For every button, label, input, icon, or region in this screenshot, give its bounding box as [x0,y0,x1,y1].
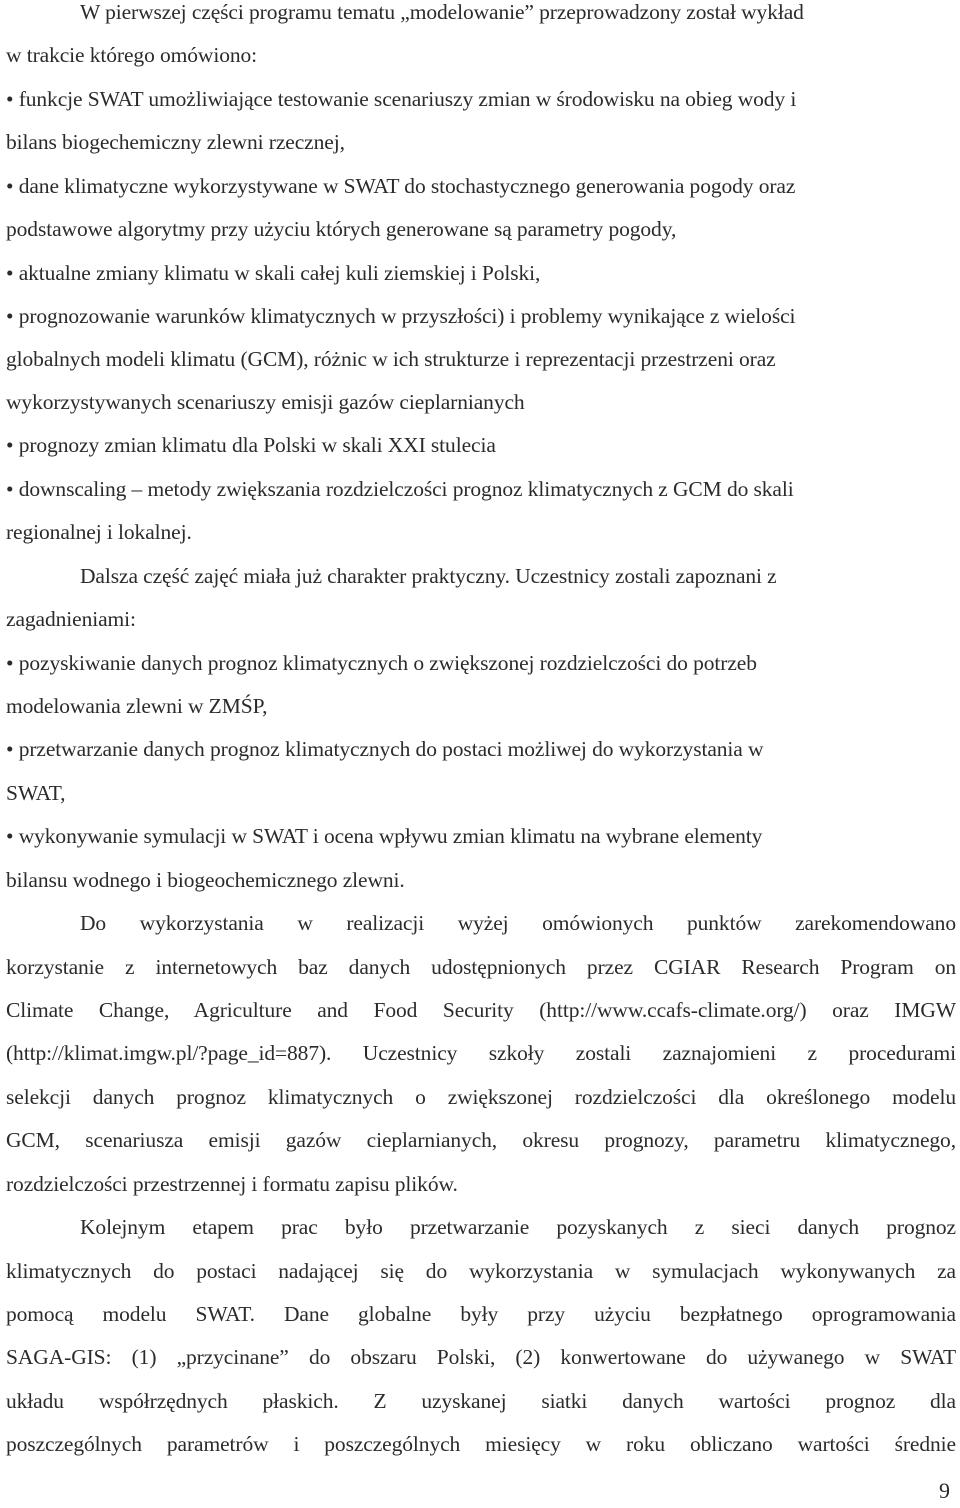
text-line: Kolejnym etapem prac było przetwarzanie pozyskanych z sieci danych prognoz [80,1215,956,1239]
text-line: zagadnieniami: [6,607,136,631]
text-line: Dalsza część zajęć miała już charakter praktyczny. Uczestnicy zostali zapoznani z [80,564,777,588]
text-line: globalnych modeli klimatu (GCM), różnic w ich strukturze i reprezentacji przestrzeni oraz [6,347,776,371]
text-line: bilansu wodnego i biogeochemicznego zlewni. [6,868,405,892]
text-line: w trakcie którego omówiono: [6,43,258,67]
text-line: Do wykorzystania w realizacji wyżej omówionych punktów zarekomendowano [80,911,956,935]
text-line: korzystanie z internetowych baz danych udostępnionych przez CGIAR Research Program on [6,955,956,979]
bullet-line: • downscaling – metody zwiększania rozdzielczości prognoz klimatycznych z GCM do skali [6,477,794,501]
text-line: W pierwszej części programu tematu „modelowanie” przeprowadzony został wykład [80,0,804,24]
text-line: pomocą modelu SWAT. Dane globalne były przy użyciu bezpłatnego oprogramowania [6,1302,956,1326]
text-line: SWAT, [6,781,66,805]
bullet-line: • funkcje SWAT umożliwiające testowanie scenariuszy zmian w środowisku na obieg wody i [6,87,797,111]
bullet-line: • dane klimatyczne wykorzystywane w SWAT do stochastycznego generowania pogody oraz [6,174,796,198]
bullet-line: • przetwarzanie danych prognoz klimatycznych do postaci możliwej do wykorzystania w [6,737,764,761]
text-line: selekcji danych prognoz klimatycznych o zwiększonej rozdzielczości dla określonego modelu [6,1085,956,1109]
text-line: bilans biogechemiczny zlewni rzecznej, [6,130,345,154]
text-line: modelowania zlewni w ZMŚP, [6,694,268,718]
bullet-line: • wykonywanie symulacji w SWAT i ocena wpływu zmian klimatu na wybrane elementy [6,824,763,848]
text-line: SAGA-GIS: (1) „przycinane” do obszaru Polski, (2) konwertowane do używanego w SWAT [6,1345,956,1369]
text-line: wykorzystywanych scenariuszy emisji gazów cieplarnianych [6,390,525,414]
text-line: układu współrzędnych płaskich. Z uzyskanej siatki danych wartości prognoz dla [6,1389,956,1413]
page-number: 9 [939,1478,950,1503]
text-line: podstawowe algorytmy przy użyciu których generowane są parametry pogody, [6,217,677,241]
text-line: rozdzielczości przestrzennej i formatu zapisu plików. [6,1172,458,1196]
bullet-line: • pozyskiwanie danych prognoz klimatycznych o zwiększonej rozdzielczości do potrzeb [6,651,757,675]
text-line: klimatycznych do postaci nadającej się do wykorzystania w symulacjach wykonywanych za [6,1259,956,1283]
bullet-line: • aktualne zmiany klimatu w skali całej kuli ziemskiej i Polski, [6,261,541,285]
bullet-line: • prognozy zmian klimatu dla Polski w skali XXI stulecia [6,433,496,457]
text-line: (http://klimat.imgw.pl/?page_id=887). Uczestnicy szkoły zostali zaznajomieni z procedurami [6,1041,956,1065]
text-line: regionalnej i lokalnej. [6,520,192,544]
text-line: GCM, scenariusza emisji gazów cieplarnianych, okresu prognozy, parametru klimatycznego, [6,1128,956,1152]
bullet-line: • prognozowanie warunków klimatycznych w przyszłości) i problemy wynikające z wielości [6,304,796,328]
text-line: poszczególnych parametrów i poszczególnych miesięcy w roku obliczano wartości średnie [6,1432,956,1456]
text-line: Climate Change, Agriculture and Food Security (http://www.ccafs-climate.org/) oraz IMGW [6,998,956,1022]
